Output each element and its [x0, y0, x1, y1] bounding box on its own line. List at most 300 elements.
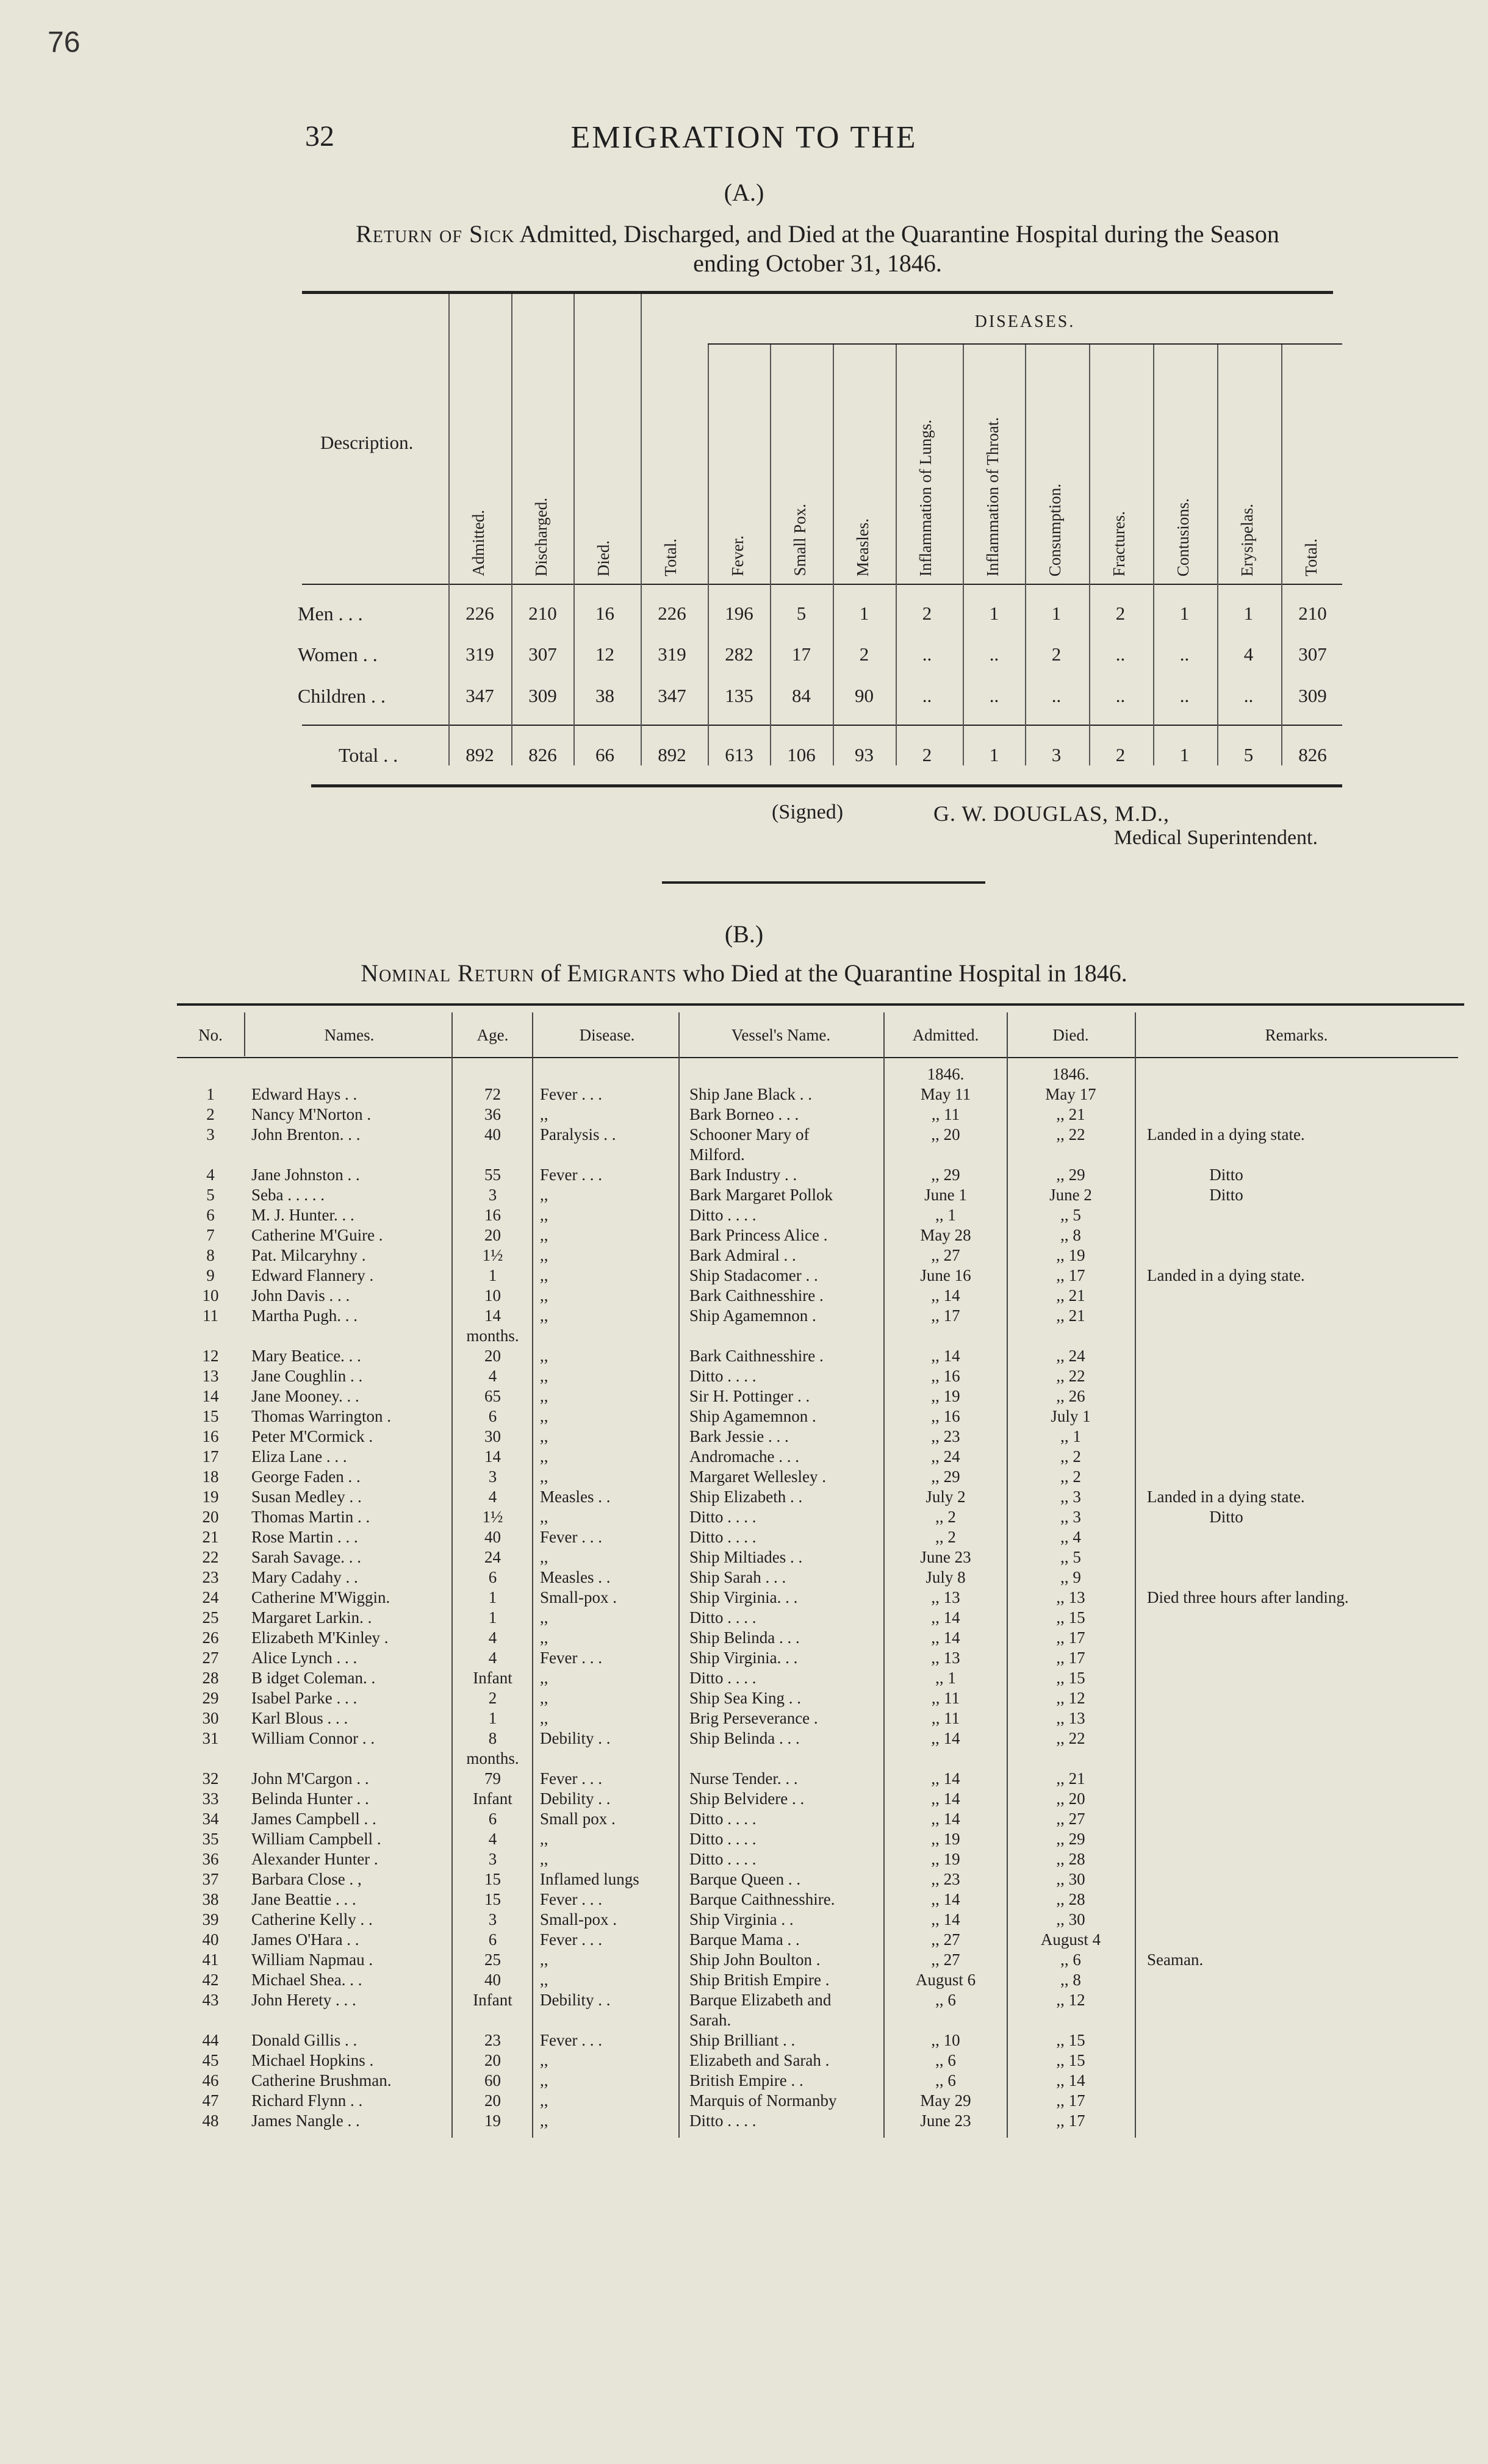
cell-admitted: ,, 19 [931, 1387, 960, 1405]
cell-vessel: Barque Queen . . [689, 1870, 801, 1888]
cell-died: ,, 14 [1056, 2071, 1085, 2090]
cell-no: 22 [202, 1548, 219, 1566]
cell-vessel: Bark Princess Alice . [689, 1226, 828, 1244]
cell-died: ,, 5 [1060, 1206, 1081, 1224]
table-a-total-cell: 826 [528, 744, 557, 765]
cell-died: ,, 8 [1060, 1971, 1081, 1989]
cell-died: ,, 24 [1056, 1347, 1085, 1365]
table-a-cell: 5 [796, 603, 807, 624]
section-a-title-rest: Admitted, Discharged, and Died at the Quarantine Hospital during the Season [514, 220, 1279, 248]
table-a-cell: 309 [528, 685, 557, 706]
cell-age: 1½ [482, 1246, 503, 1264]
cell-vessel: Ditto . . . . [689, 1508, 757, 1526]
header-admitted: Admitted. [912, 1026, 979, 1044]
cell-name: James Campbell . . [251, 1810, 376, 1828]
cell-admitted: ,, 1 [935, 1206, 956, 1224]
cell-name: Jane Johnston . . [251, 1166, 360, 1184]
cell-died: ,, 17 [1056, 1649, 1085, 1667]
table-a-total-cell: 826 [1298, 744, 1327, 765]
cell-age: 79 [484, 1769, 501, 1788]
cell-name: William Campbell . [251, 1830, 381, 1848]
cell-no: 7 [206, 1226, 215, 1244]
cell-admitted: June 1 [924, 1186, 967, 1204]
cell-disease: Small-pox . [540, 1588, 617, 1606]
row-label-2: Children . . [298, 685, 386, 707]
cell-vessel: Schooner Mary of [689, 1125, 810, 1144]
signer-title: Medical Superintendent. [1113, 826, 1318, 849]
cell-no: 11 [203, 1306, 218, 1325]
cell-no: 1 [206, 1085, 215, 1103]
cell-name: William Connor . . [251, 1729, 375, 1747]
header-vessel: Vessel's Name. [731, 1026, 831, 1044]
cell-name: Seba . . . . . [251, 1186, 325, 1204]
cell-disease: ,, [540, 1950, 548, 1969]
cell-disease: ,, [540, 1387, 548, 1405]
section-b-title [0, 959, 1488, 987]
cell-vessel: Ship Brilliant . . [689, 2031, 796, 2049]
cell-age: 30 [484, 1427, 501, 1445]
table-a-total-cell: 3 [1051, 744, 1062, 765]
table-a-cell: 226 [465, 603, 494, 624]
cell-age: 4 [488, 1628, 497, 1647]
cell-no: 38 [202, 1890, 219, 1908]
b-vline [244, 1012, 245, 1056]
cell-age: 8 [488, 1729, 497, 1747]
column-header-5: Small Pox. [791, 504, 809, 576]
cell-died: ,, 21 [1056, 1769, 1085, 1788]
cell-admitted: ,, 2 [935, 1528, 956, 1546]
leaf-number: 76 [48, 26, 81, 59]
table-a-cell: 282 [725, 643, 753, 665]
table-a-total-cell: 93 [855, 744, 874, 765]
year-died: 1846. [1052, 1065, 1090, 1083]
column-header-3: Total. [661, 539, 680, 576]
table-a-total-cell: 2 [922, 744, 932, 765]
cell-admitted: ,, 14 [931, 1347, 960, 1365]
cell-died: ,, 17 [1056, 2091, 1085, 2110]
cell-no: 30 [202, 1709, 219, 1727]
cell-disease: Debility . . [540, 1991, 611, 2009]
cell-age: Infant [473, 1669, 512, 1687]
cell-vessel: Ditto . . . . [689, 1830, 757, 1848]
b-vline [532, 1012, 533, 2138]
cell-disease: ,, [540, 1689, 548, 1707]
table-b-top-rule [177, 1003, 1464, 1006]
cell-age: 3 [488, 1910, 497, 1929]
header-died: Died. [1052, 1026, 1089, 1044]
cell-disease: ,, [540, 1628, 548, 1647]
cell-died: ,, 19 [1056, 1246, 1085, 1264]
cell-died: ,, 2 [1060, 1467, 1081, 1486]
table-a-cell: 210 [1298, 603, 1327, 624]
cell-died: ,, 3 [1060, 1488, 1081, 1506]
cell-name: James O'Hara . . [251, 1930, 359, 1949]
column-header-10: Fractures. [1110, 510, 1128, 576]
signed-label: (Signed) [772, 801, 844, 823]
table-a-cell: 84 [792, 685, 811, 706]
cell-age: 25 [484, 1950, 501, 1969]
section-b-title-smallcaps-1: Nominal Return [361, 959, 535, 987]
cell-admitted: ,, 29 [931, 1166, 960, 1184]
cell-age: 19 [484, 2111, 501, 2130]
column-header-1: Discharged. [532, 497, 550, 576]
cell-died: ,, 1 [1060, 1427, 1081, 1445]
cell-age: 40 [484, 1971, 501, 1989]
cell-name: Karl Blous . . . [251, 1709, 348, 1727]
cell-vessel: Ship Agamemnon . [689, 1306, 816, 1325]
cell-name: John Herety . . . [251, 1991, 356, 2009]
table-a-cell: .. [922, 685, 932, 706]
cell-no: 42 [202, 1971, 219, 1989]
cell-name: M. J. Hunter. . . [251, 1206, 354, 1224]
cell-no: 40 [202, 1930, 219, 1949]
cell-disease: ,, [540, 1105, 548, 1123]
cell-admitted: ,, 14 [931, 1608, 960, 1627]
table-a-cell: 2 [859, 643, 869, 665]
cell-name: Thomas Martin . . [251, 1508, 370, 1526]
cell-vessel: Ship British Empire . [689, 1971, 830, 1989]
cell-vessel: Bark Admiral . . [689, 1246, 796, 1264]
cell-no: 2 [206, 1105, 215, 1123]
cell-died: ,, 22 [1056, 1125, 1085, 1144]
table-a-total-cell: 613 [725, 744, 753, 765]
cell-died: ,, 29 [1056, 1166, 1085, 1184]
cell-name: John Brenton. . . [251, 1125, 361, 1144]
table-a-total-cell: 5 [1243, 744, 1254, 765]
cell-died: ,, 30 [1056, 1910, 1085, 1929]
cell-no: 13 [202, 1367, 219, 1385]
cell-vessel: Margaret Wellesley . [689, 1467, 827, 1486]
column-header-2: Died. [594, 540, 613, 576]
cell-admitted: ,, 14 [931, 1890, 960, 1908]
cell-admitted: ,, 6 [935, 2051, 956, 2069]
column-header-11: Contusions. [1174, 498, 1192, 576]
table-a-cell: 90 [855, 685, 874, 706]
cell-age: 6 [488, 1810, 497, 1828]
cell-admitted: ,, 19 [931, 1850, 960, 1868]
table-a-cell: .. [989, 685, 999, 706]
cell-no: 18 [202, 1467, 219, 1486]
header-disease: Disease. [579, 1026, 635, 1044]
cell-age: 15 [484, 1870, 501, 1888]
cell-admitted: May 28 [920, 1226, 971, 1244]
cell-admitted: ,, 11 [931, 1709, 960, 1727]
cell-name: Nancy M'Norton . [251, 1105, 372, 1123]
cell-died: ,, 20 [1056, 1789, 1085, 1808]
cell-disease: ,, [540, 2051, 548, 2069]
cell-age: 24 [484, 1548, 501, 1566]
cell-vessel: Sarah. [689, 2011, 731, 2029]
cell-disease: Debility . . [540, 1789, 611, 1808]
cell-no: 15 [202, 1407, 219, 1425]
table-a-cell: 1 [1243, 603, 1254, 624]
table-a-cell: 135 [725, 685, 753, 706]
cell-name: Barbara Close . , [251, 1870, 362, 1888]
cell-vessel: Bark Margaret Pollok [689, 1186, 833, 1204]
cell-name: Thomas Warrington . [251, 1407, 392, 1425]
cell-died: ,, 28 [1056, 1890, 1085, 1908]
table-a-cell: .. [922, 643, 932, 665]
column-header-4: Fever. [728, 535, 747, 576]
table-a-total-cell: 106 [787, 744, 816, 765]
cell-admitted: ,, 23 [931, 1427, 960, 1445]
cell-name: Catherine Brushman. [251, 2071, 392, 2090]
cell-vessel: Ship John Boulton . [689, 1950, 821, 1969]
table-a-cell: .. [1243, 685, 1254, 706]
cell-name: Michael Hopkins . [251, 2051, 374, 2069]
cell-age: 6 [488, 1407, 497, 1425]
cell-admitted: ,, 14 [931, 1810, 960, 1828]
cell-age: 20 [484, 2091, 501, 2110]
cell-age: 23 [484, 2031, 501, 2049]
table-a-total-cell: 892 [658, 744, 686, 765]
table-a-total-cell: 1 [1179, 744, 1190, 765]
cell-vessel: Ditto . . . . [689, 1608, 757, 1627]
cell-died: ,, 9 [1060, 1568, 1081, 1586]
cell-name: James Nangle . . [251, 2111, 360, 2130]
cell-admitted: ,, 14 [931, 1286, 960, 1305]
cell-age: 65 [484, 1387, 501, 1405]
cell-died: May 17 [1045, 1085, 1096, 1103]
cell-died: ,, 15 [1056, 2051, 1085, 2069]
cell-died: ,, 26 [1056, 1387, 1085, 1405]
cell-no: 31 [202, 1729, 219, 1747]
table-a-total-cell: 66 [595, 744, 614, 765]
cell-died: ,, 2 [1060, 1447, 1081, 1466]
cell-admitted: ,, 19 [931, 1830, 960, 1848]
cell-vessel: Ditto . . . . [689, 1367, 757, 1385]
table-a-cell: 4 [1243, 643, 1254, 665]
cell-admitted: ,, 29 [931, 1467, 960, 1486]
cell-name: Catherine M'Wiggin. [251, 1588, 390, 1606]
cell-age: 20 [484, 2051, 501, 2069]
table-a-cell: 309 [1298, 685, 1327, 706]
table-a-header-rule [302, 584, 1342, 585]
cell-vessel: Sir H. Pottinger . . [689, 1387, 810, 1405]
header-remarks: Remarks. [1265, 1026, 1328, 1044]
section-divider [662, 881, 985, 884]
cell-died: ,, 21 [1056, 1306, 1085, 1325]
cell-disease: ,, [540, 1347, 548, 1365]
table-a-cell: 2 [1051, 643, 1062, 665]
cell-no: 37 [202, 1870, 219, 1888]
cell-vessel: Bark Borneo . . . [689, 1105, 799, 1123]
cell-disease: Fever . . . [540, 1890, 602, 1908]
cell-admitted: May 29 [920, 2091, 971, 2110]
cell-disease: ,, [540, 1709, 548, 1727]
cell-disease: ,, [540, 1830, 548, 1848]
cell-name: Michael Shea. . . [251, 1971, 362, 1989]
cell-remarks: Seaman. [1147, 1950, 1204, 1969]
cell-age: Infant [473, 1991, 512, 2009]
cell-vessel: Bark Caithnesshire . [689, 1286, 824, 1305]
cell-age: 10 [484, 1286, 501, 1305]
cell-died: ,, 13 [1056, 1709, 1085, 1727]
column-header-12: Erysipelas. [1238, 503, 1256, 576]
cell-died: ,, 6 [1060, 1950, 1081, 1969]
section-b-title-mid: of [534, 959, 567, 987]
table-a-cell: 2 [1115, 603, 1126, 624]
cell-name: John M'Cargon . . [251, 1769, 369, 1788]
cell-admitted: ,, 11 [931, 1105, 960, 1123]
cell-admitted: ,, 6 [935, 2071, 956, 2090]
cell-name: Mary Cadahy . . [251, 1568, 358, 1586]
cell-name: Eliza Lane . . . [251, 1447, 347, 1466]
cell-admitted: ,, 16 [931, 1407, 960, 1425]
cell-disease: Paralysis . . [540, 1125, 616, 1144]
cell-no: 5 [206, 1186, 215, 1204]
cell-disease: ,, [540, 1850, 548, 1868]
cell-name: Catherine Kelly . . [251, 1910, 373, 1929]
cell-died: ,, 22 [1056, 1729, 1085, 1747]
cell-no: 17 [202, 1447, 219, 1466]
cell-died: ,, 8 [1060, 1226, 1081, 1244]
column-header-6: Measles. [854, 518, 872, 576]
table-a-cell: 38 [595, 685, 614, 706]
cell-died: ,, 5 [1060, 1548, 1081, 1566]
cell-vessel: Bark Caithnesshire . [689, 1347, 824, 1365]
cell-died: ,, 21 [1056, 1286, 1085, 1305]
cell-no: 20 [202, 1508, 219, 1526]
cell-vessel: Ship Virginia. . . [689, 1588, 798, 1606]
cell-vessel: Ship Belinda . . . [689, 1628, 800, 1647]
cell-age: 2 [488, 1689, 497, 1707]
cell-age: 3 [488, 1186, 497, 1204]
cell-disease: ,, [540, 2111, 548, 2130]
cell-admitted: June 16 [920, 1266, 971, 1284]
table-a-total-cell: 892 [465, 744, 494, 765]
cell-no: 41 [202, 1950, 219, 1969]
row-label-0: Men . . . [298, 603, 363, 625]
cell-admitted: ,, 14 [931, 1789, 960, 1808]
cell-disease: ,, [540, 1306, 548, 1325]
cell-name: Jane Coughlin . . [251, 1367, 363, 1385]
cell-vessel: Ditto . . . . [689, 1810, 757, 1828]
table-a-cell: 196 [725, 603, 753, 624]
cell-died: ,, 15 [1056, 1608, 1085, 1627]
cell-died: ,, 17 [1056, 1266, 1085, 1284]
cell-vessel: Bark Industry . . [689, 1166, 797, 1184]
section-a-label: (A.) [724, 179, 764, 206]
cell-no: 36 [202, 1850, 219, 1868]
cell-no: 24 [202, 1588, 219, 1606]
cell-admitted: July 2 [926, 1488, 966, 1506]
cell-admitted: ,, 1 [935, 1669, 956, 1687]
cell-name: Pat. Milcaryhny . [251, 1246, 366, 1264]
cell-admitted: July 8 [926, 1568, 966, 1586]
table-a-top-rule [302, 291, 1333, 294]
cell-disease: ,, [540, 1246, 548, 1264]
cell-remarks: Landed in a dying state. [1147, 1488, 1305, 1506]
cell-remarks: Ditto [1209, 1508, 1243, 1526]
cell-died: ,, 21 [1056, 1105, 1085, 1123]
cell-vessel: Brig Perseverance . [689, 1709, 818, 1727]
table-a-cell: .. [1179, 643, 1190, 665]
cell-disease: Fever . . . [540, 1528, 602, 1546]
cell-age: 15 [484, 1890, 501, 1908]
cell-no: 32 [202, 1769, 219, 1788]
table-a-cell: 226 [658, 603, 686, 624]
description-header: Description. [320, 432, 414, 453]
cell-age: 14 [484, 1447, 501, 1466]
table-a-cell: 210 [528, 603, 557, 624]
cell-disease: Fever . . . [540, 1930, 602, 1949]
table-a-total-cell: 1 [989, 744, 999, 765]
cell-vessel: Andromache . . . [689, 1447, 799, 1466]
cell-admitted: ,, 10 [931, 2031, 960, 2049]
cell-disease: ,, [540, 1669, 548, 1687]
cell-vessel: Ship Virginia . . [689, 1910, 794, 1929]
table-a-cell: 319 [658, 643, 686, 665]
cell-disease: ,, [540, 1407, 548, 1425]
table-a-bottom-rule [311, 784, 1342, 787]
cell-age: 14 [484, 1306, 501, 1325]
cell-vessel: Ship Virginia. . . [689, 1649, 798, 1667]
cell-age: 4 [488, 1367, 497, 1385]
cell-vessel: Elizabeth and Sarah . [689, 2051, 830, 2069]
cell-admitted: ,, 24 [931, 1447, 960, 1466]
cell-age: 6 [488, 1568, 497, 1586]
cell-died: ,, 29 [1056, 1830, 1085, 1848]
section-b-label: (B.) [724, 920, 764, 948]
cell-disease: Inflamed lungs [540, 1870, 639, 1888]
cell-died: ,, 12 [1056, 1991, 1085, 2009]
cell-name: Donald Gillis . . [251, 2031, 358, 2049]
column-header-0: Admitted. [469, 510, 487, 576]
cell-disease: ,, [540, 1186, 548, 1204]
cell-name: Catherine M'Guire . [251, 1226, 383, 1244]
cell-age: 4 [488, 1649, 497, 1667]
cell-admitted: ,, 14 [931, 1910, 960, 1929]
cell-died: ,, 3 [1060, 1508, 1081, 1526]
cell-vessel: Ship Sea King . . [689, 1689, 802, 1707]
column-header-13: Total. [1302, 539, 1320, 576]
cell-vessel: Ditto . . . . [689, 1206, 757, 1224]
cell-name: Margaret Larkin. . [251, 1608, 372, 1627]
total-row-label: Total . . [339, 744, 398, 766]
cell-disease: Fever . . . [540, 1769, 602, 1788]
cell-admitted: ,, 27 [931, 1950, 960, 1969]
cell-remarks: Ditto [1209, 1166, 1243, 1184]
table-a-cell: .. [1115, 643, 1126, 665]
cell-remarks: Landed in a dying state. [1147, 1125, 1305, 1144]
cell-no: 27 [202, 1649, 219, 1667]
cell-disease: ,, [540, 1286, 548, 1305]
section-a-title [293, 220, 1342, 278]
cell-admitted: ,, 6 [935, 1991, 956, 2009]
cell-age: 1 [488, 1588, 497, 1606]
cell-admitted: May 11 [920, 1085, 971, 1103]
cell-age: 16 [484, 1206, 501, 1224]
cell-name: Jane Beattie . . . [251, 1890, 356, 1908]
cell-name: Rose Martin . . . [251, 1528, 358, 1546]
cell-remarks: Landed in a dying state. [1147, 1266, 1305, 1284]
cell-no: 8 [206, 1246, 215, 1264]
cell-vessel: Bark Jessie . . . [689, 1427, 789, 1445]
header-age: Age. [476, 1026, 509, 1044]
cell-disease: Fever . . . [540, 1166, 602, 1184]
cell-disease: Measles . . [540, 1488, 611, 1506]
cell-age: 6 [488, 1930, 497, 1949]
cell-name: William Napmau . [251, 1950, 373, 1969]
cell-died: July 1 [1051, 1407, 1091, 1425]
cell-disease: ,, [540, 2071, 548, 2090]
cell-age: 1 [488, 1266, 497, 1284]
cell-disease: Debility . . [540, 1729, 611, 1747]
cell-no: 12 [202, 1347, 219, 1365]
row-label-1: Women . . [298, 643, 378, 665]
table-a-cell: 307 [1298, 643, 1327, 665]
